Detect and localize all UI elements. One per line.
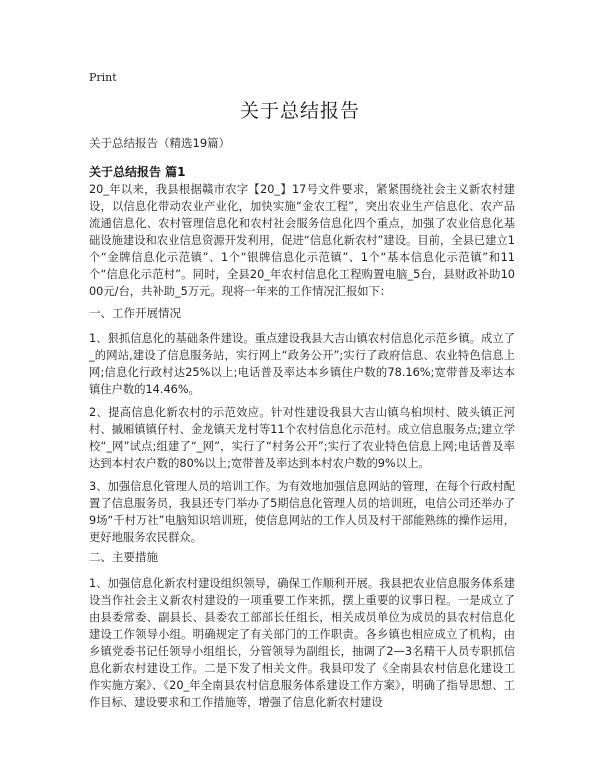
paragraph-infrastructure: 1、狠抓信息化的基础条件建设。重点建设我县大吉山镇农村信息化示范乡镇。成立了_的网站,建设了信息服务站，实行网上“政务公开”;实行了政府信息、农业特色信息上网;信息化行政村达25%以上;电话普及率达本乡镇住户数的78.16%;宽带普及率达本镇住户数的14.46%。 [89,332,515,396]
paragraph-demonstration: 2、提高信息化新农村的示范效应。针对性建设我县大吉山镇乌桕坝村、陂头镇正河村、摵厢镇镇仔村、金龙镇天龙村等11个农村信息化示范村。成立信息服务点;建立学校“_网”试点;组建了“_网”，实行了“村务公开”;实行了农业特色信息上网;电话普及率达到本村农户数的80%以上;宽带普及率达到本村农户数的9%以上。 [89,406,515,470]
paragraph-leadership: 1、加强信息化新农村建设组织领导，确保工作顺利开展。我县把农业信息服务体系建设当作社会主义新农村建设的一项重要工作来抓，摆上重要的议事日程。一是成立了由县委常委、副县长、县委农工部部长任组长，相关成员单位为成员的县农村信息化建设工作领导小组。明确规定了有关部门的工作职责。各乡镇也相应成立了机构，由乡镇党委书记任领导小组组长，分管领导为副组长，抽调了2—3名精干人员专职抓信息化新农村建设工作。二是下发了相关文件。我县印发了《全南县农村信息化建设工作实施方案》、《20_年全南县农村信息服务体系建设工作方案》，明确了指导思想、工作目标、建设要求和工作措施等，增强了信息化新农村建设 [89,577,515,709]
paragraph-training: 3、加强信息化管理人员的培训工作。为有效地加强信息网站的管理，在每个行政村配置了信息服务员，我县还专门举办了5期信息化管理人员的培训班，电信公司还举办了9场“千村万社”电脑知识培训班，使信息网站的工作人员及村干部能熟练的操作运用，更好地服务农民群众。 [89,480,515,544]
intro-paragraph: 20_年以来，我县根据赣市农字【20_】17号文件要求，紧紧围绕社会主义新农村建设，以信息化带动农业产业化，加快实施“金农工程”，突出农业生产信息化、农产品流通信息化、农村管理信息化和农村社会服务信息化四个重点，加强了农业信息化基础设施建设和农业信息资源开发利用，促进“信息化新农村”建设。目前，全县已建立1个“金牌信息化示范镇”、1个“银牌信息化示范镇”、1个“基本信息化示范镇”和11个“信息化示范村”。同时，全县20_年农村信息化工程购置电脑_5台，县财政补助1000元/台，共补助_5万元。现将一年来的工作情况汇报如下： [89,183,515,298]
print-label[interactable]: Print [89,71,117,84]
document-subtitle: 关于总结报告（精选19篇） [89,136,231,150]
section-heading-work-status: 一、工作开展情况 [89,306,181,320]
article-heading: 关于总结报告 篇1 [89,165,186,179]
page-title: 关于总结报告 [239,100,360,122]
section-heading-measures: 二、主要措施 [89,550,158,564]
